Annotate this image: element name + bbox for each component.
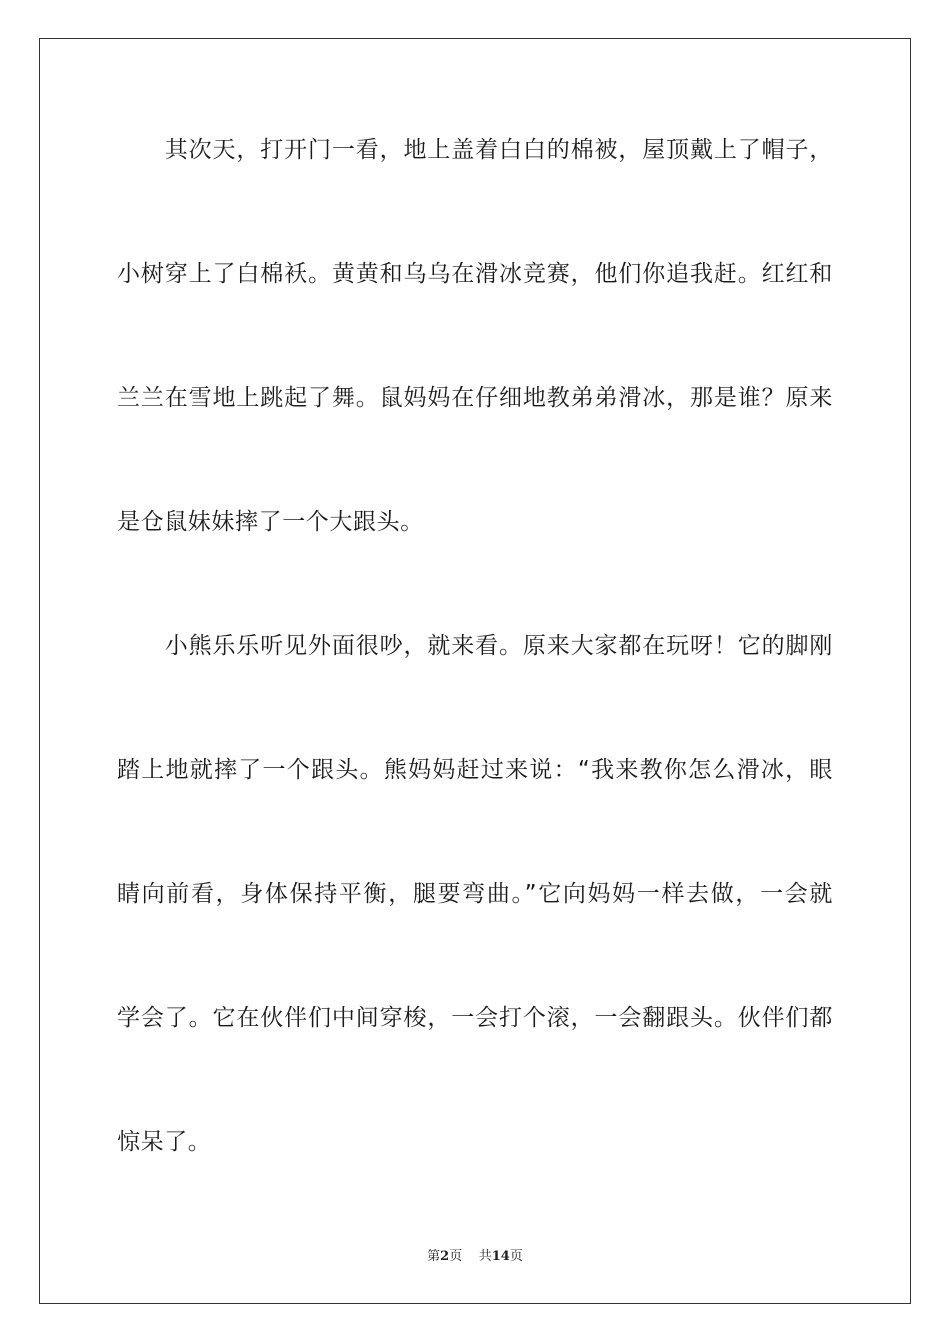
paragraph-1-line-1: 其次天，打开门一看，地上盖着白白的棉被，屋顶戴上了帽子，	[117, 137, 833, 163]
total-suffix: 页	[509, 1249, 523, 1264]
page-border	[39, 38, 911, 1304]
paragraph-2-line-2: 踏上地就摔了一个跟头。熊妈妈赶过来说：“我来教你怎么滑冰，眼	[117, 757, 833, 783]
paragraph-1-line-3: 兰兰在雪地上跳起了舞。鼠妈妈在仔细地教弟弟滑冰，那是谁？原来	[117, 385, 833, 411]
total-pages: 14	[491, 1249, 510, 1264]
page-prefix: 第	[427, 1249, 441, 1264]
page-number: 2	[440, 1249, 450, 1264]
paragraph-1-line-4: 是仓鼠妹妹摔了一个大跟头。	[117, 509, 424, 535]
paragraph-1-line-2: 小树穿上了白棉袄。黄黄和乌乌在滑冰竞赛，他们你追我赶。红红和	[117, 261, 833, 287]
page-suffix: 页	[449, 1249, 463, 1264]
paragraph-2-line-4: 学会了。它在伙伴们中间穿梭，一会打个滚，一会翻跟头。伙伴们都	[117, 1005, 833, 1031]
page-footer	[0, 1248, 950, 1266]
paragraph-2-line-5: 惊呆了。	[117, 1129, 212, 1155]
total-prefix: 共	[478, 1249, 492, 1264]
paragraph-2-line-3: 睛向前看，身体保持平衡，腿要弯曲。”它向妈妈一样去做，一会就	[117, 881, 833, 907]
paragraph-2-line-1: 小熊乐乐听见外面很吵，就来看。原来大家都在玩呀！它的脚刚	[117, 633, 833, 659]
